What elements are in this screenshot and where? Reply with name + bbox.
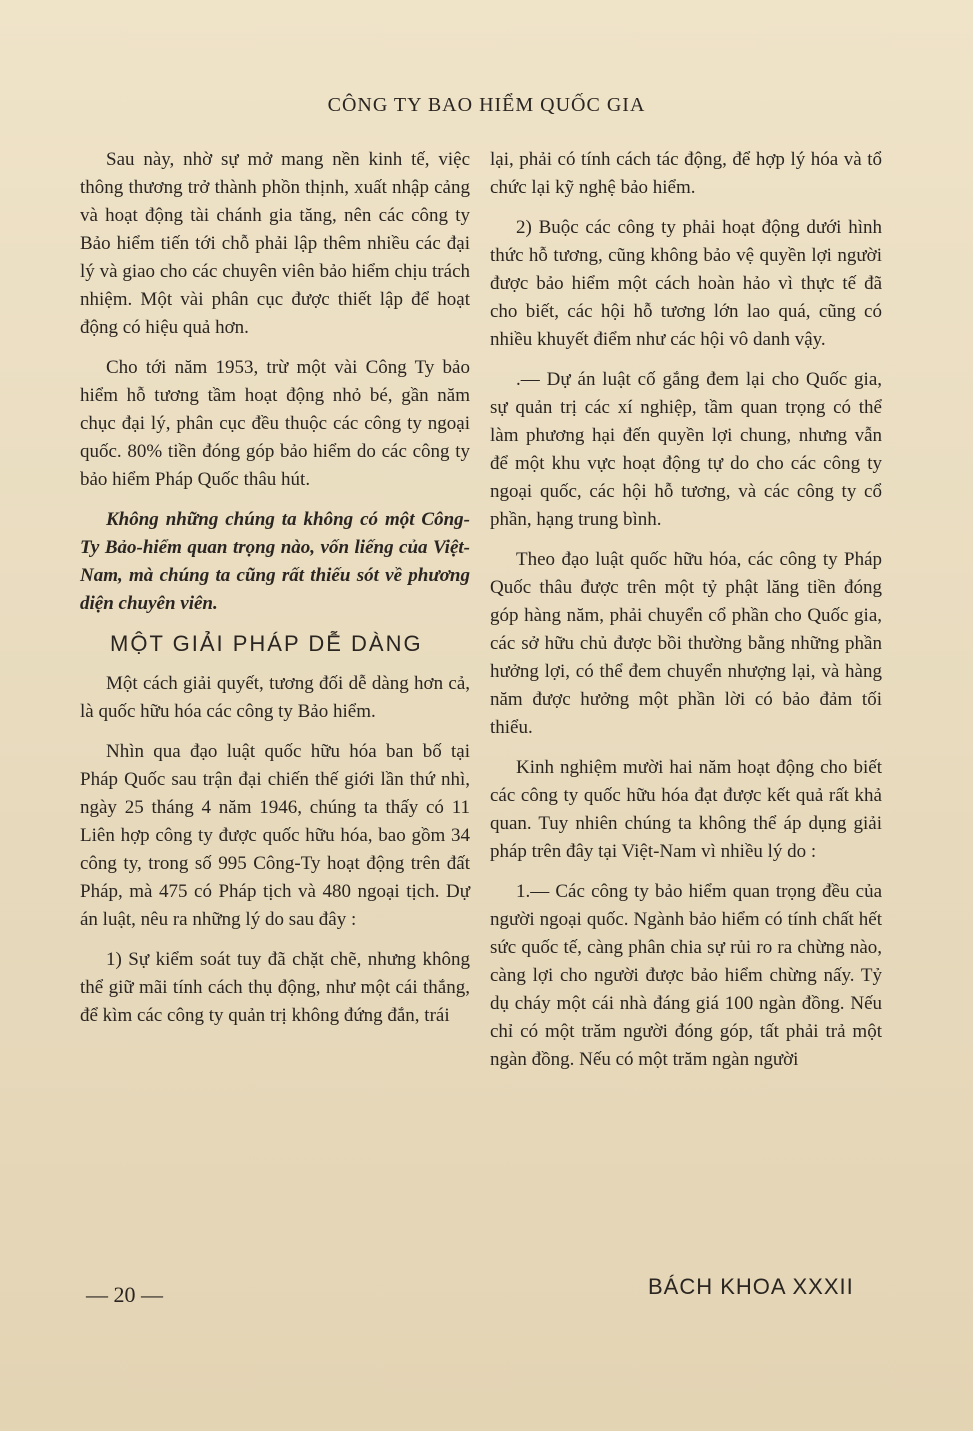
page-number: — 20 — <box>86 1282 163 1307</box>
paragraph: lại, phải có tính cách tác động, để hợp lý hóa và tổ chức lại kỹ nghệ bảo hiểm. <box>490 149 882 198</box>
magazine-name: BÁCH KHOA XXXII <box>648 1274 854 1299</box>
paragraph: Một cách giải quyết, tương đối dễ dàng hơn cả, là quốc hữu hóa các công ty Bảo hiểm. <box>80 673 470 722</box>
paragraph: Theo đạo luật quốc hữu hóa, các công ty Pháp Quốc thâu được trên một tỷ phật lăng tiền đóng góp hàng năm, phải chuyển cổ phần cho Quốc gia, các sở hữu chủ được bồi thường bằng những phần hưởng lợi, có thể đem chuyển nhượng lại, và hàng năm được hưởng một phần lời có bảo đảm tối thiểu. <box>490 549 882 738</box>
right-column <box>490 146 882 1086</box>
paragraph: Kinh nghiệm mười hai năm hoạt động cho biết các công ty quốc hữu hóa đạt được kết quả rất khả quan. Tuy nhiên chúng ta không thể áp dụng giải pháp trên đây tại Việt-Nam vì nhiều lý do : <box>490 757 882 862</box>
paragraph: .— Dự án luật cố gắng đem lại cho Quốc gia, sự quản trị các xí nghiệp, tầm quan trọng có thể làm phương hại đến quyền lợi chung, nhưng vẫn để một khu vực hoạt động tự do cho các công ty ngoại quốc, các hội hỗ tương, và các công ty cổ phần, hạng trung bình. <box>490 369 882 530</box>
paragraph: 2) Buộc các công ty phải hoạt động dưới hình thức hỗ tương, cũng không bảo vệ quyền lợi người được bảo hiểm một cách hoàn hảo vì thực tế đã cho biết, các hội hỗ tương lớn lao quá, cũng có nhiều khuyết điểm như các hội vô danh vậy. <box>490 217 882 350</box>
section-heading: MỘT GIẢI PHÁP DỄ DÀNG <box>110 631 423 656</box>
running-title: CÔNG TY BAO HIỂM QUỐC GIA <box>327 94 646 116</box>
paragraph: 1) Sự kiểm soát tuy đã chặt chẽ, nhưng không thể giữ mãi tính cách thụ động, như một cái thắng, để kìm các công ty quản trị không đứng đắn, trái <box>80 949 470 1026</box>
emphasis-paragraph: Không những chúng ta không có một Công-Ty Bảo-hiểm quan trọng nào, vốn liếng của Việt-Nam, mà chúng ta cũng rất thiếu sót về phương diện chuyên viên. <box>80 509 470 614</box>
paragraph: Sau này, nhờ sự mở mang nền kinh tế, việc thông thương trở thành phồn thịnh, xuất nhập cảng và hoạt động tài chánh gia tăng, nên các công ty Bảo hiểm tiến tới chỗ phải lập thêm nhiều các đại lý và giao cho các chuyên viên bảo hiểm chịu trách nhiệm. Một vài phân cục được thiết lập để hoạt động có hiệu quả hơn. <box>80 149 470 338</box>
paragraph: Nhìn qua đạo luật quốc hữu hóa ban bố tại Pháp Quốc sau trận đại chiến thế giới lần thứ nhì, ngày 25 tháng 4 năm 1946, chúng ta thấy có 11 Liên hợp công ty được quốc hữu hóa, bao gồm 34 công ty, trong số 995 Công-Ty hoạt động trên đất Pháp, mà 475 có Pháp tịch và 480 ngoại tịch. Dự án luật, nêu ra những lý do sau đây : <box>80 741 470 930</box>
left-column <box>80 146 470 1042</box>
paragraph: 1.— Các công ty bảo hiểm quan trọng đều của người ngoại quốc. Ngành bảo hiểm có tính chất hết sức quốc tế, càng phân chia sự rủi ro ra chừng nào, càng lợi cho người được bảo hiểm chừng nấy. Tỷ dụ cháy một cái nhà đáng giá 100 ngàn đồng. Nếu chỉ có một trăm người đóng góp, tất phải trả một ngàn đồng. Nếu có một trăm ngàn người <box>490 881 882 1070</box>
paragraph: Cho tới năm 1953, trừ một vài Công Ty bảo hiểm hỗ tương tầm hoạt động nhỏ bé, gần năm chục đại lý, phân cục đều thuộc các công ty ngoại quốc. 80% tiền đóng góp bảo hiểm do các công ty bảo hiểm Pháp Quốc thâu hút. <box>80 357 470 490</box>
